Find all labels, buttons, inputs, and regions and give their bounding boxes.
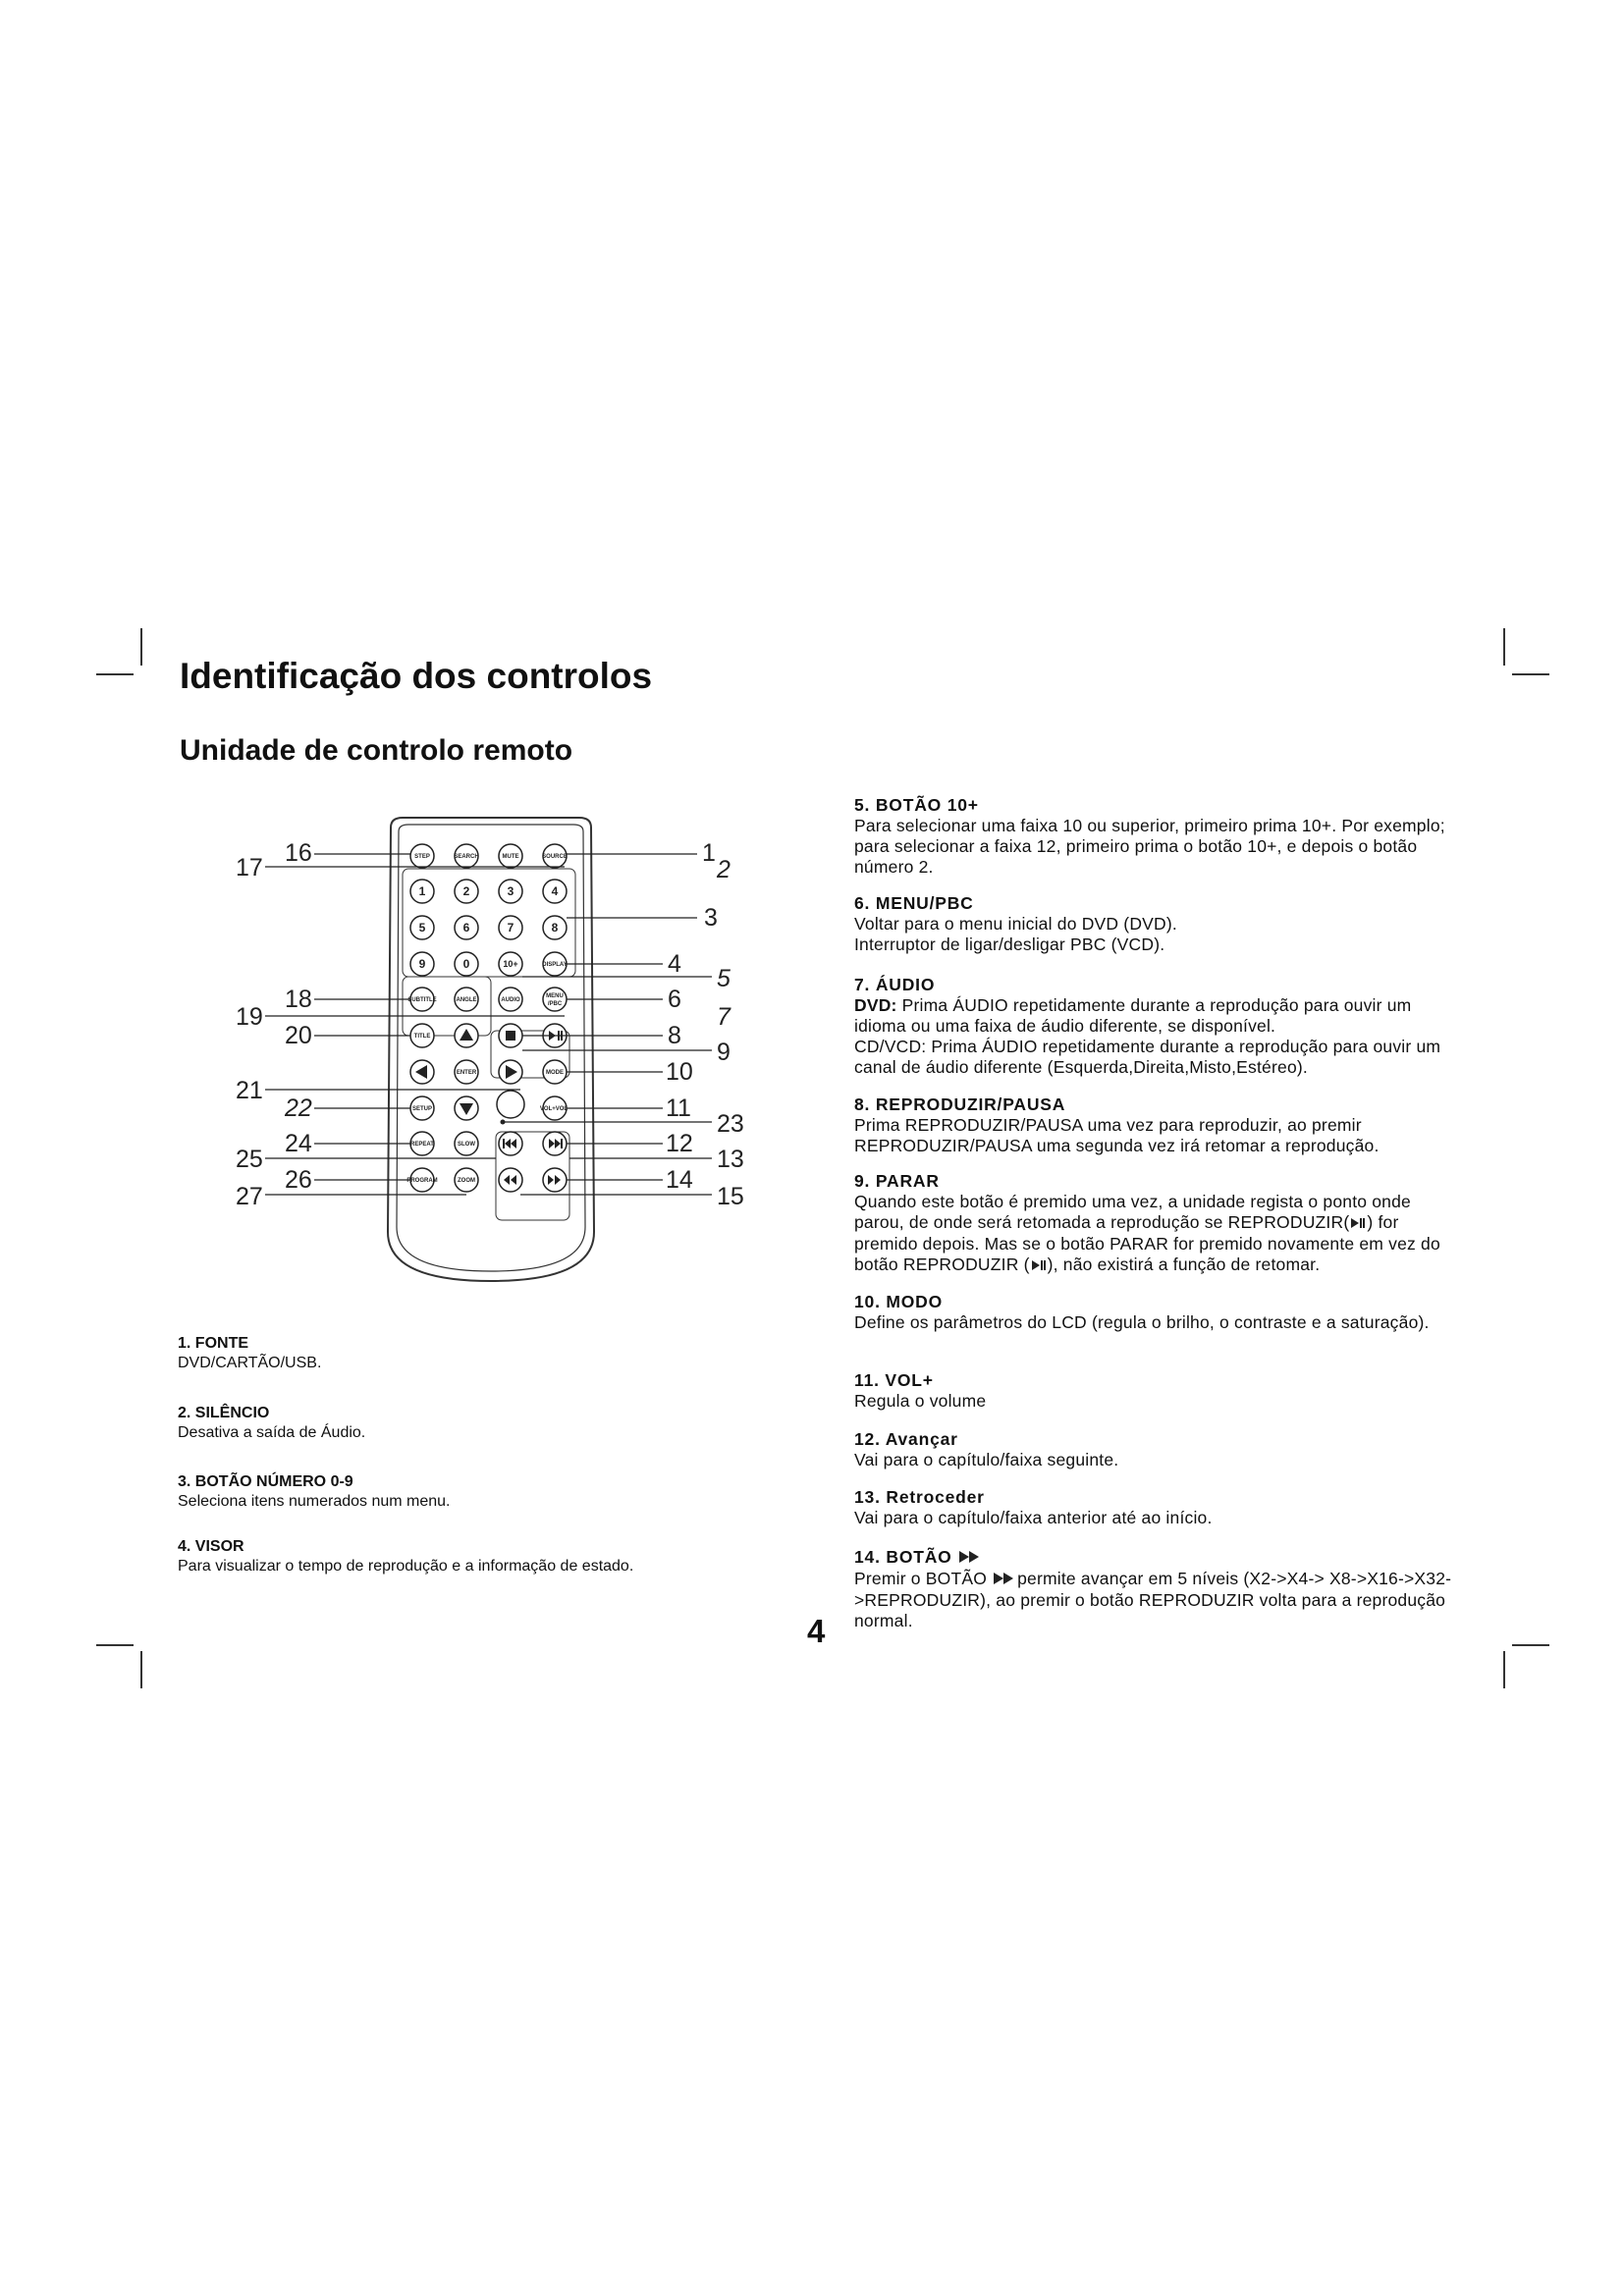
callout-27: 27 [236, 1183, 263, 1210]
section-heading [854, 1547, 1463, 1569]
next-button[interactable] [543, 1132, 567, 1155]
slow-button[interactable] [455, 1132, 478, 1155]
svg-text:1: 1 [418, 884, 426, 898]
section-body [854, 1569, 1463, 1631]
section-silencio [178, 1404, 688, 1443]
callout-15: 15 [717, 1183, 744, 1210]
svg-text:10+: 10+ [503, 959, 518, 969]
callout-4: 4 [668, 950, 681, 978]
svg-text:ZOOM: ZOOM [458, 1178, 475, 1184]
section-body: Vai para o capítulo/faixa anterior até ao início. [854, 1508, 1213, 1527]
number-5-button[interactable] [410, 916, 434, 939]
menu-pbc-button[interactable] [543, 988, 567, 1011]
callout-lines [265, 854, 712, 1195]
callout-21: 21 [236, 1077, 263, 1104]
section-botao-avancar [854, 1547, 1463, 1631]
callout-14: 14 [666, 1166, 693, 1194]
callout-22: 22 [285, 1095, 312, 1122]
section-text: Quando este botão é premido uma vez, a unidade regista o ponto onde parou, de onde será retomada a reprodução se REPRODUZIR( [854, 1192, 1411, 1232]
callout-2: 2 [717, 856, 731, 883]
svg-text:VOL+VOL-: VOL+VOL- [539, 1106, 570, 1112]
crop-mark [96, 673, 134, 675]
callout-20: 20 [285, 1022, 312, 1049]
crop-mark [96, 1644, 134, 1646]
callout-18: 18 [285, 986, 312, 1013]
section-heading: 9. PARAR [854, 1171, 940, 1191]
section-heading: 11. VOL+ [854, 1370, 934, 1390]
section-avancar [854, 1429, 1463, 1470]
section-modo [854, 1292, 1463, 1333]
step-button[interactable] [410, 844, 434, 868]
svg-text:SEARCH: SEARCH [454, 854, 479, 860]
mute-button[interactable] [499, 844, 522, 868]
svg-text:8: 8 [551, 921, 559, 934]
svg-text:SOURCE: SOURCE [542, 854, 568, 860]
section-heading: 2. SILÊNCIO [178, 1405, 270, 1421]
display-button[interactable] [542, 952, 567, 976]
crop-mark [1512, 1644, 1549, 1646]
callout-24: 24 [285, 1130, 312, 1157]
svg-text:4: 4 [551, 884, 559, 898]
page-subtitle: Unidade de controlo remoto [180, 734, 573, 767]
svg-text:ENTER: ENTER [456, 1070, 477, 1076]
callout-23: 23 [717, 1110, 744, 1138]
svg-text:TITLE: TITLE [413, 1034, 431, 1040]
svg-text:9: 9 [418, 957, 426, 971]
sensor-button [497, 1091, 524, 1125]
number-3-button[interactable] [499, 880, 522, 903]
svg-text:3: 3 [507, 884, 514, 898]
section-heading: 6. MENU/PBC [854, 893, 974, 913]
callout-1: 1 [702, 839, 716, 867]
number-8-button[interactable] [543, 916, 567, 939]
crop-mark [1512, 673, 1549, 675]
section-heading: 7. ÁUDIO [854, 975, 936, 994]
svg-text:STEP: STEP [414, 854, 430, 860]
number-1-button[interactable] [410, 880, 434, 903]
section-fonte [178, 1334, 688, 1373]
callout-26: 26 [285, 1166, 312, 1194]
svg-text:ANGLE: ANGLE [456, 997, 477, 1003]
number-9-button[interactable] [410, 952, 434, 976]
section-reproduzir-pausa [854, 1095, 1463, 1156]
section-body: Desativa a saída de Áudio. [178, 1424, 366, 1441]
section-body: Para visualizar o tempo de reprodução e a informação de estado. [178, 1558, 634, 1575]
section-heading: 4. VISOR [178, 1538, 244, 1555]
callout-16: 16 [285, 839, 312, 867]
section-text: ) for premido depois. Mas se o botão PARAR for premido novamente em vez do botão REPRODUZIR ( [854, 1212, 1440, 1274]
crop-mark [1503, 628, 1505, 666]
heading-text: 14. BOTÃO [854, 1547, 952, 1567]
mode-button[interactable] [543, 1060, 567, 1084]
crop-mark [1503, 1651, 1505, 1688]
section-heading: 13. Retroceder [854, 1487, 985, 1507]
section-visor [178, 1537, 688, 1576]
svg-text:SUBTITLE: SUBTITLE [407, 997, 437, 1003]
play-pause-icon [1030, 1255, 1048, 1276]
fast-forward-button[interactable] [543, 1168, 567, 1192]
section-botao-10-plus [854, 795, 1463, 878]
svg-text:/PBC: /PBC [547, 1001, 563, 1007]
left-arrow-button[interactable] [410, 1060, 434, 1084]
zoom-button[interactable] [455, 1168, 478, 1192]
section-text: permite avançar em 5 níveis (X2->X4-> X8->X16->X32->REPRODUZIR), ao premir o botão REPRODUZIR volta para a reprodução normal. [854, 1568, 1452, 1630]
section-text: ), não existirá a função de retomar. [1047, 1254, 1321, 1274]
dvd-label: DVD: [854, 995, 897, 1015]
callout-6: 6 [668, 986, 681, 1013]
section-heading: 8. REPRODUZIR/PAUSA [854, 1095, 1066, 1114]
subtitle-button[interactable] [407, 988, 436, 1011]
section-body: Prima REPRODUZIR/PAUSA uma vez para reproduzir, ao premir REPRODUZIR/PAUSA uma segunda vez irá retomar a reprodução. [854, 1115, 1380, 1155]
repeat-button[interactable] [410, 1132, 434, 1155]
svg-text:6: 6 [462, 921, 470, 934]
down-arrow-button[interactable] [455, 1096, 478, 1120]
page-number: 4 [807, 1613, 826, 1649]
number-0-button[interactable] [455, 952, 478, 976]
callout-8: 8 [668, 1022, 681, 1049]
svg-text:DISPLAY: DISPLAY [542, 962, 568, 968]
number-6-button[interactable] [455, 916, 478, 939]
search-button[interactable] [454, 844, 478, 868]
section-body [854, 1192, 1463, 1276]
svg-text:SETUP: SETUP [411, 1106, 433, 1112]
crop-mark [140, 1651, 142, 1688]
section-text: Premir o BOTÃO [854, 1568, 993, 1588]
section-body: Voltar para o menu inicial do DVD (DVD). [854, 914, 1177, 934]
volume-button[interactable] [540, 1096, 569, 1120]
callout-5: 5 [717, 965, 731, 992]
title-button[interactable] [410, 1024, 434, 1047]
svg-text:AUDIO: AUDIO [501, 997, 520, 1003]
callout-3: 3 [704, 904, 718, 932]
callout-7: 7 [717, 1003, 731, 1031]
up-arrow-button[interactable] [455, 1024, 478, 1047]
fast-forward-icon [957, 1548, 983, 1569]
stop-button[interactable] [499, 1024, 522, 1047]
callout-9: 9 [717, 1039, 731, 1066]
section-heading: 10. MODO [854, 1292, 944, 1311]
svg-text:5: 5 [418, 921, 426, 934]
section-heading: 1. FONTE [178, 1335, 249, 1352]
section-audio [854, 975, 1463, 1078]
section-botao-numero [178, 1472, 688, 1512]
section-body [854, 995, 1463, 1037]
crop-mark [140, 628, 142, 666]
right-arrow-button[interactable] [499, 1060, 522, 1084]
setup-button[interactable] [410, 1096, 434, 1120]
section-heading: 3. BOTÃO NÚMERO 0-9 [178, 1473, 353, 1490]
section-body: Seleciona itens numerados num menu. [178, 1493, 451, 1510]
section-body: DVD/CARTÃO/USB. [178, 1355, 322, 1371]
fast-forward-icon [992, 1570, 1017, 1590]
section-body: Para selecionar uma faixa 10 ou superior, primeiro prima 10+. Por exemplo; para selecionar a faixa 12, primeiro prima o botão 10+, e depois o botão número 2. [854, 816, 1445, 877]
number-7-button[interactable] [499, 916, 522, 939]
angle-button[interactable] [455, 988, 478, 1011]
section-vol [854, 1370, 1463, 1412]
section-heading: 12. Avançar [854, 1429, 958, 1449]
callout-17: 17 [236, 854, 263, 881]
section-body: Regula o volume [854, 1391, 987, 1411]
svg-text:MENU: MENU [546, 993, 564, 999]
rewind-button[interactable] [499, 1168, 522, 1192]
section-body: Define os parâmetros do LCD (regula o brilho, o contraste e a saturação). [854, 1312, 1430, 1332]
svg-text:PROGRAM: PROGRAM [406, 1178, 438, 1184]
svg-text:0: 0 [462, 957, 470, 971]
svg-text:REPEAT: REPEAT [410, 1142, 434, 1148]
svg-text:2: 2 [462, 884, 470, 898]
source-button[interactable] [542, 844, 568, 868]
callout-25: 25 [236, 1146, 263, 1173]
callout-10: 10 [666, 1058, 693, 1086]
section-menu-pbc [854, 893, 1463, 955]
section-retroceder [854, 1487, 1463, 1528]
dvd-text: Prima ÁUDIO repetidamente durante a reprodução para ouvir um idioma ou uma faixa de áudio diferente, se disponível. [854, 995, 1412, 1036]
ten-plus-button[interactable] [499, 952, 522, 976]
remote-control-diagram [226, 810, 756, 1301]
number-2-button[interactable] [455, 880, 478, 903]
svg-text:SLOW: SLOW [458, 1142, 475, 1148]
section-parar [854, 1171, 1463, 1276]
program-button[interactable] [406, 1168, 437, 1192]
number-4-button[interactable] [543, 880, 567, 903]
svg-text:7: 7 [507, 921, 514, 934]
section-body: Interruptor de ligar/desligar PBC (VCD). [854, 934, 1165, 954]
enter-button[interactable] [455, 1060, 478, 1084]
callout-11: 11 [666, 1095, 691, 1122]
section-body: CD/VCD: Prima ÁUDIO repetidamente durante a reprodução para ouvir um canal de áudio diferente (Esquerda,Direita,Misto,Estéreo). [854, 1037, 1441, 1077]
svg-text:MUTE: MUTE [502, 854, 519, 860]
previous-button[interactable] [499, 1132, 522, 1155]
play-pause-icon [1349, 1213, 1367, 1234]
section-body: Vai para o capítulo/faixa seguinte. [854, 1450, 1119, 1469]
callout-19: 19 [236, 1003, 263, 1031]
svg-text:MODE: MODE [546, 1070, 564, 1076]
callout-12: 12 [666, 1130, 693, 1157]
section-heading: 5. BOTÃO 10+ [854, 795, 979, 815]
callout-13: 13 [717, 1146, 744, 1173]
page-title: Identificação dos controlos [180, 656, 653, 696]
audio-button[interactable] [499, 988, 522, 1011]
